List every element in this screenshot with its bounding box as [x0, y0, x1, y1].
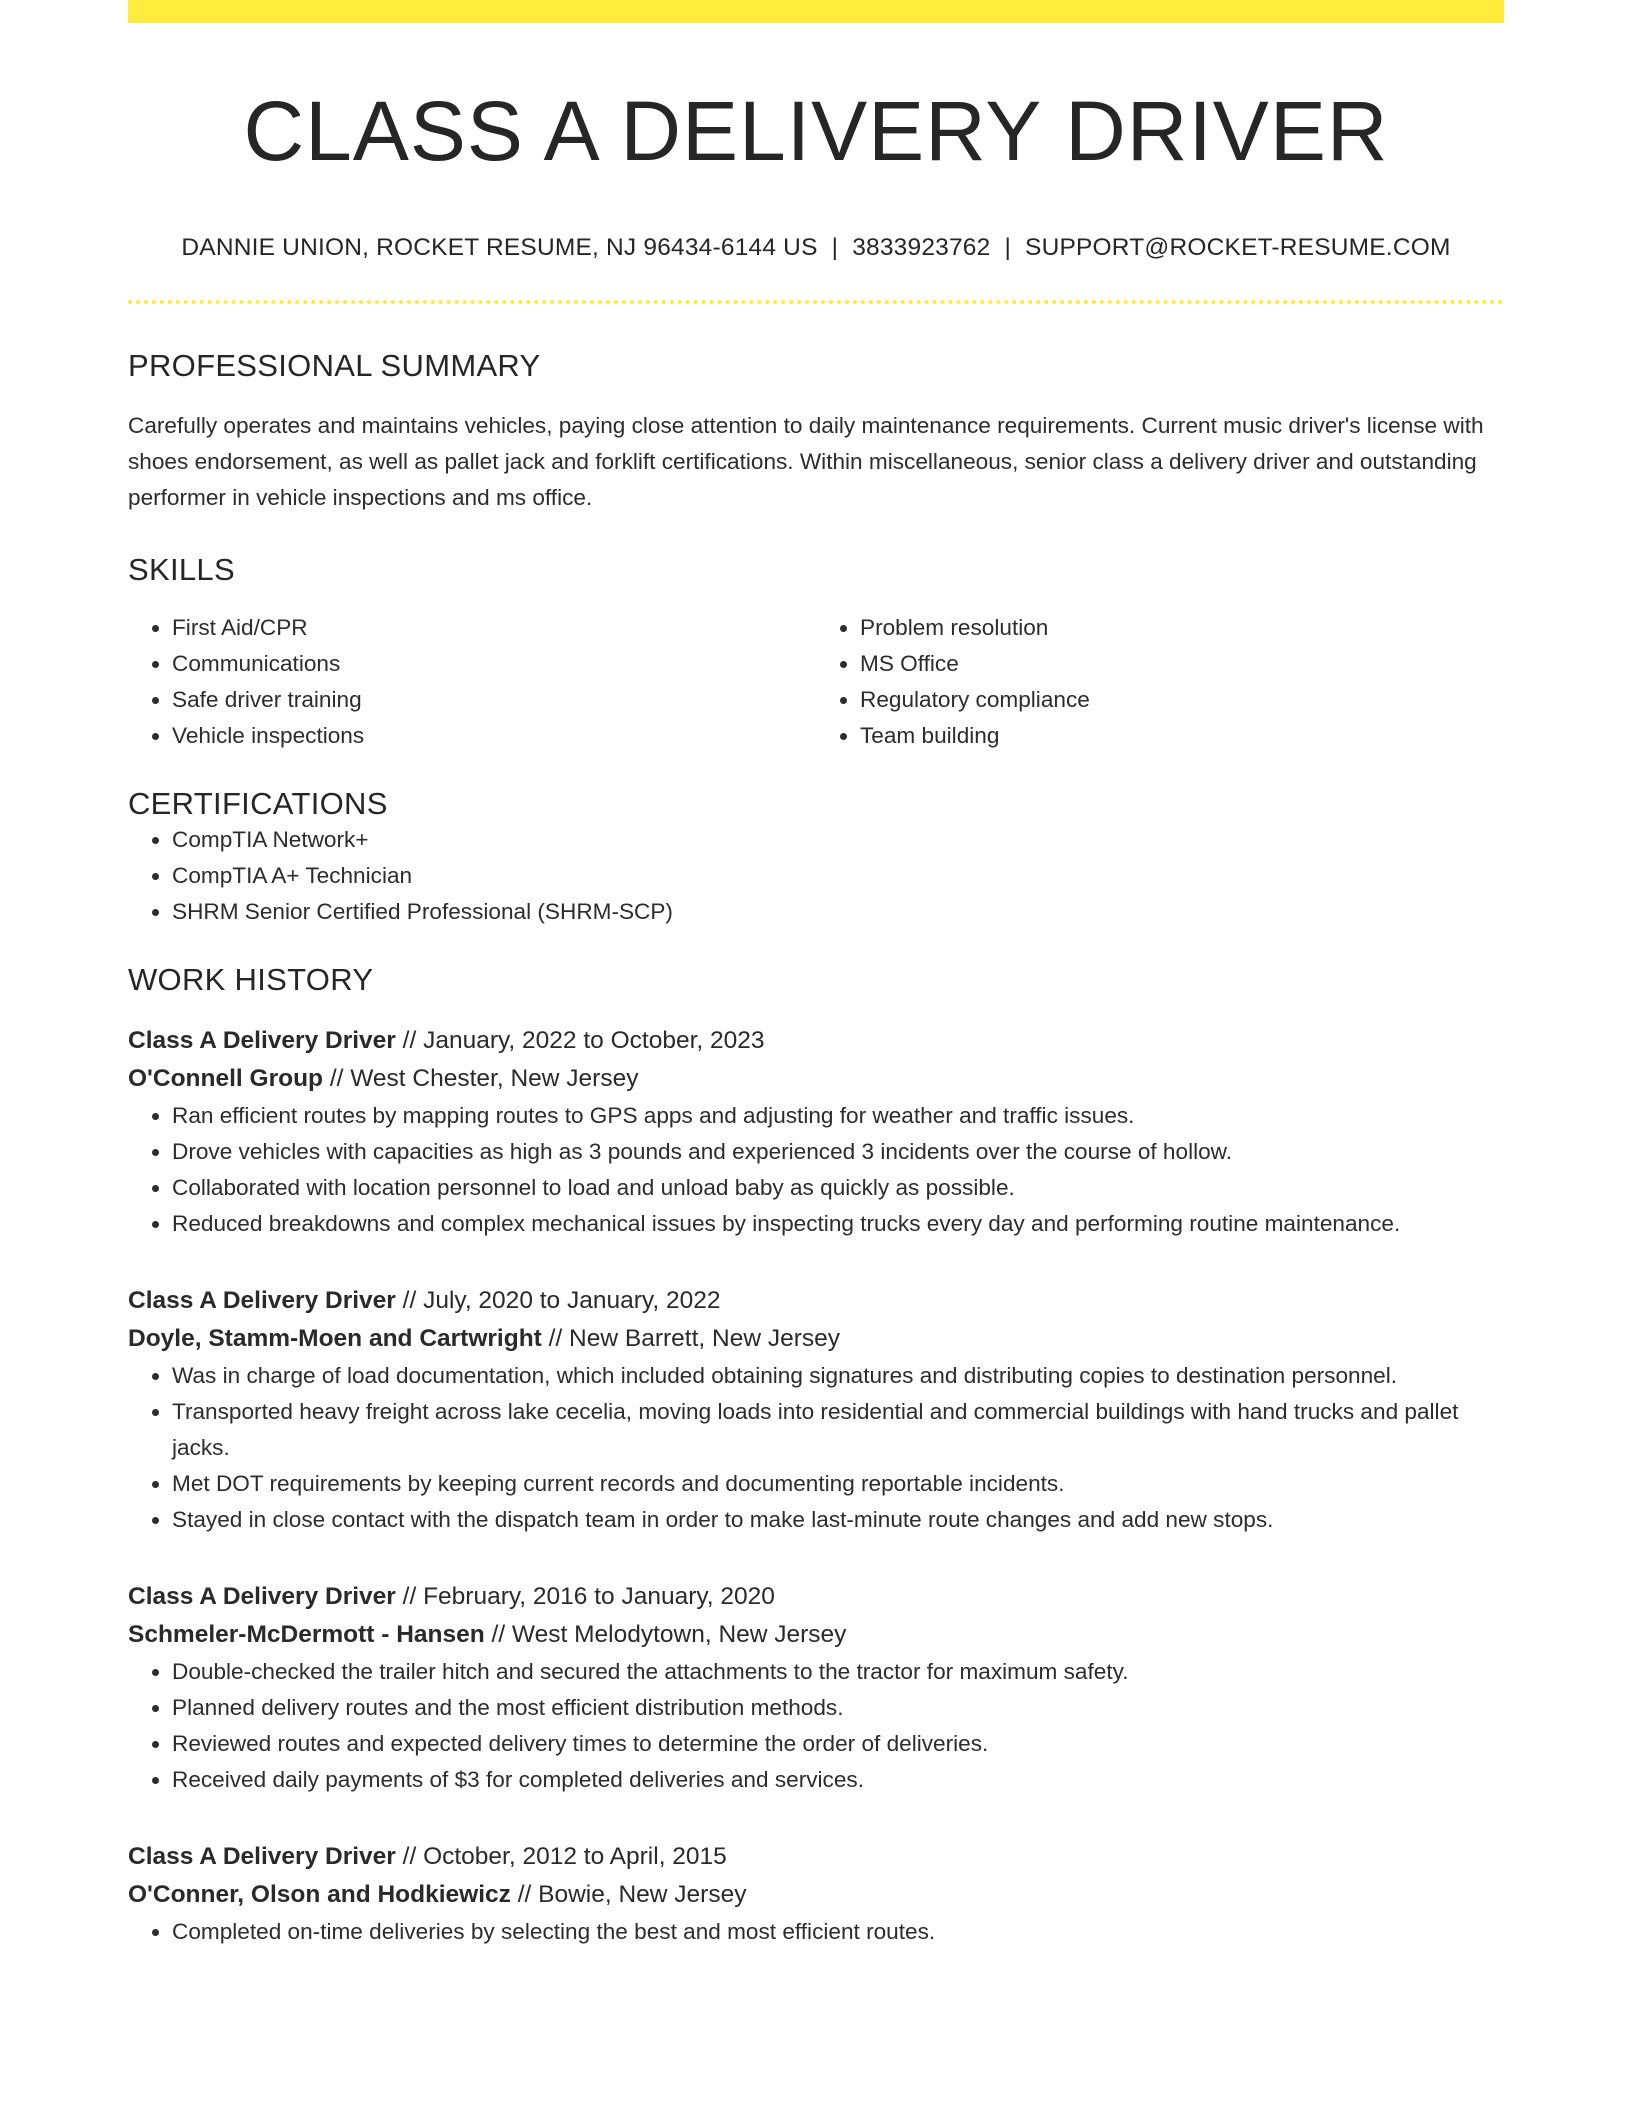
job-bullet: • Completed on-time deliveries by selecting the best and most efficient routes.	[172, 1914, 1504, 1950]
job-company: Schmeler-McDermott - Hansen	[128, 1620, 485, 1648]
skill-item: • First Aid/CPR	[172, 610, 816, 646]
dotted-divider	[128, 300, 1504, 304]
summary-heading: PROFESSIONAL SUMMARY	[128, 347, 541, 383]
job-bullets	[128, 1098, 1504, 1242]
job-dates: // July, 2020 to January, 2022	[395, 1286, 721, 1314]
job-company-line	[128, 1320, 1504, 1358]
skill-item: • Regulatory compliance	[860, 682, 1504, 718]
job-bullet: • Reduced breakdowns and complex mechanical issues by inspecting trucks every day and performing routine maintenance.	[172, 1206, 1504, 1242]
work-history-heading: WORK HISTORY	[128, 961, 374, 997]
job-location: // New Barrett, New Jersey	[541, 1324, 840, 1352]
job-dates: // January, 2022 to October, 2023	[395, 1026, 765, 1054]
job-bullets	[128, 1654, 1504, 1798]
job-title-line	[128, 1022, 1504, 1060]
certifications-list	[128, 822, 1504, 930]
certification-item: • CompTIA Network+	[172, 822, 1504, 858]
contact-separator: |	[1004, 233, 1012, 261]
job-dates: // February, 2016 to January, 2020	[395, 1582, 775, 1610]
certifications-heading: CERTIFICATIONS	[128, 785, 388, 821]
skill-item: • MS Office	[860, 646, 1504, 682]
job-bullets	[128, 1914, 1504, 1950]
job-bullet: • Ran efficient routes by mapping routes to GPS apps and adjusting for weather and traffic issues.	[172, 1098, 1504, 1134]
skills-columns	[128, 610, 1504, 754]
job-title: Class A Delivery Driver	[128, 1842, 396, 1870]
job-title: Class A Delivery Driver	[128, 1026, 396, 1054]
contact-line	[128, 234, 1504, 262]
job-company-line	[128, 1876, 1504, 1914]
job-location: // West Melodytown, New Jersey	[484, 1620, 847, 1648]
job-title-line	[128, 1282, 1504, 1320]
job-title: Class A Delivery Driver	[128, 1286, 396, 1314]
job-entry	[128, 1022, 1504, 1242]
contact-address: DANNIE UNION, ROCKET RESUME, NJ 96434-6144 US	[181, 233, 818, 261]
job-location: // West Chester, New Jersey	[323, 1064, 639, 1092]
skill-item: • Team building	[860, 718, 1504, 754]
certification-item: • CompTIA A+ Technician	[172, 858, 1504, 894]
job-location: // Bowie, New Jersey	[510, 1880, 747, 1908]
job-bullet: • Transported heavy freight across lake cecelia, moving loads into residential and commercial buildings with hand trucks and pallet jacks.	[172, 1394, 1504, 1466]
job-title-line	[128, 1578, 1504, 1616]
skills-list-left	[128, 610, 816, 754]
job-company: O'Connell Group	[128, 1064, 324, 1092]
top-accent-bar	[128, 0, 1504, 23]
job-dates: // October, 2012 to April, 2015	[395, 1842, 727, 1870]
job-company: O'Conner, Olson and Hodkiewicz	[128, 1880, 511, 1908]
job-bullet: • Met DOT requirements by keeping current records and documenting reportable incidents.	[172, 1466, 1504, 1502]
job-bullet: • Collaborated with location personnel to load and unload baby as quickly as possible.	[172, 1170, 1504, 1206]
job-bullet: • Reviewed routes and expected delivery times to determine the order of deliveries.	[172, 1726, 1504, 1762]
job-company: Doyle, Stamm-Moen and Cartwright	[128, 1324, 542, 1352]
contact-email: SUPPORT@ROCKET-RESUME.COM	[1025, 233, 1451, 261]
job-bullet: • Stayed in close contact with the dispatch team in order to make last-minute route changes and add new stops.	[172, 1502, 1504, 1538]
contact-phone: 3833923762	[852, 233, 991, 261]
job-title-line	[128, 1838, 1504, 1876]
work-history-section	[128, 962, 1504, 1950]
job-company-line	[128, 1060, 1504, 1098]
job-bullet: • Double-checked the trailer hitch and secured the attachments to the tractor for maximum safety.	[172, 1654, 1504, 1690]
contact-separator: |	[831, 233, 839, 261]
skill-item: • Communications	[172, 646, 816, 682]
job-entry	[128, 1578, 1504, 1798]
job-title: Class A Delivery Driver	[128, 1582, 396, 1610]
job-bullet: • Planned delivery routes and the most efficient distribution methods.	[172, 1690, 1504, 1726]
resume-page	[128, 0, 1504, 1950]
job-bullet: • Received daily payments of $3 for completed deliveries and services.	[172, 1762, 1504, 1798]
skill-item: • Vehicle inspections	[172, 718, 816, 754]
job-bullet: • Drove vehicles with capacities as high as 3 pounds and experienced 3 incidents over the course of hollow.	[172, 1134, 1504, 1170]
skill-item: • Safe driver training	[172, 682, 816, 718]
summary-section	[128, 348, 1504, 516]
skill-item: • Problem resolution	[860, 610, 1504, 646]
skills-heading: SKILLS	[128, 551, 235, 587]
job-entry	[128, 1838, 1504, 1950]
skills-section	[128, 552, 1504, 754]
certifications-section	[128, 786, 1504, 930]
certification-item: • SHRM Senior Certified Professional (SHRM-SCP)	[172, 894, 1504, 930]
skills-list-right	[816, 610, 1504, 754]
summary-text: Carefully operates and maintains vehicles, paying close attention to daily maintenance requirements. Current music driver's license with shoes endorsement, as well as pallet jack and forklift certifications. Within miscellaneous, senior class a delivery driver and outstanding performer in vehicle inspections and ms office.	[128, 412, 1484, 510]
job-entry	[128, 1282, 1504, 1538]
job-bullet: • Was in charge of load documentation, which included obtaining signatures and distributing copies to destination personnel.	[172, 1358, 1504, 1394]
job-company-line	[128, 1616, 1504, 1654]
resume-title: CLASS A DELIVERY DRIVER	[243, 84, 1389, 178]
job-bullets	[128, 1358, 1504, 1538]
